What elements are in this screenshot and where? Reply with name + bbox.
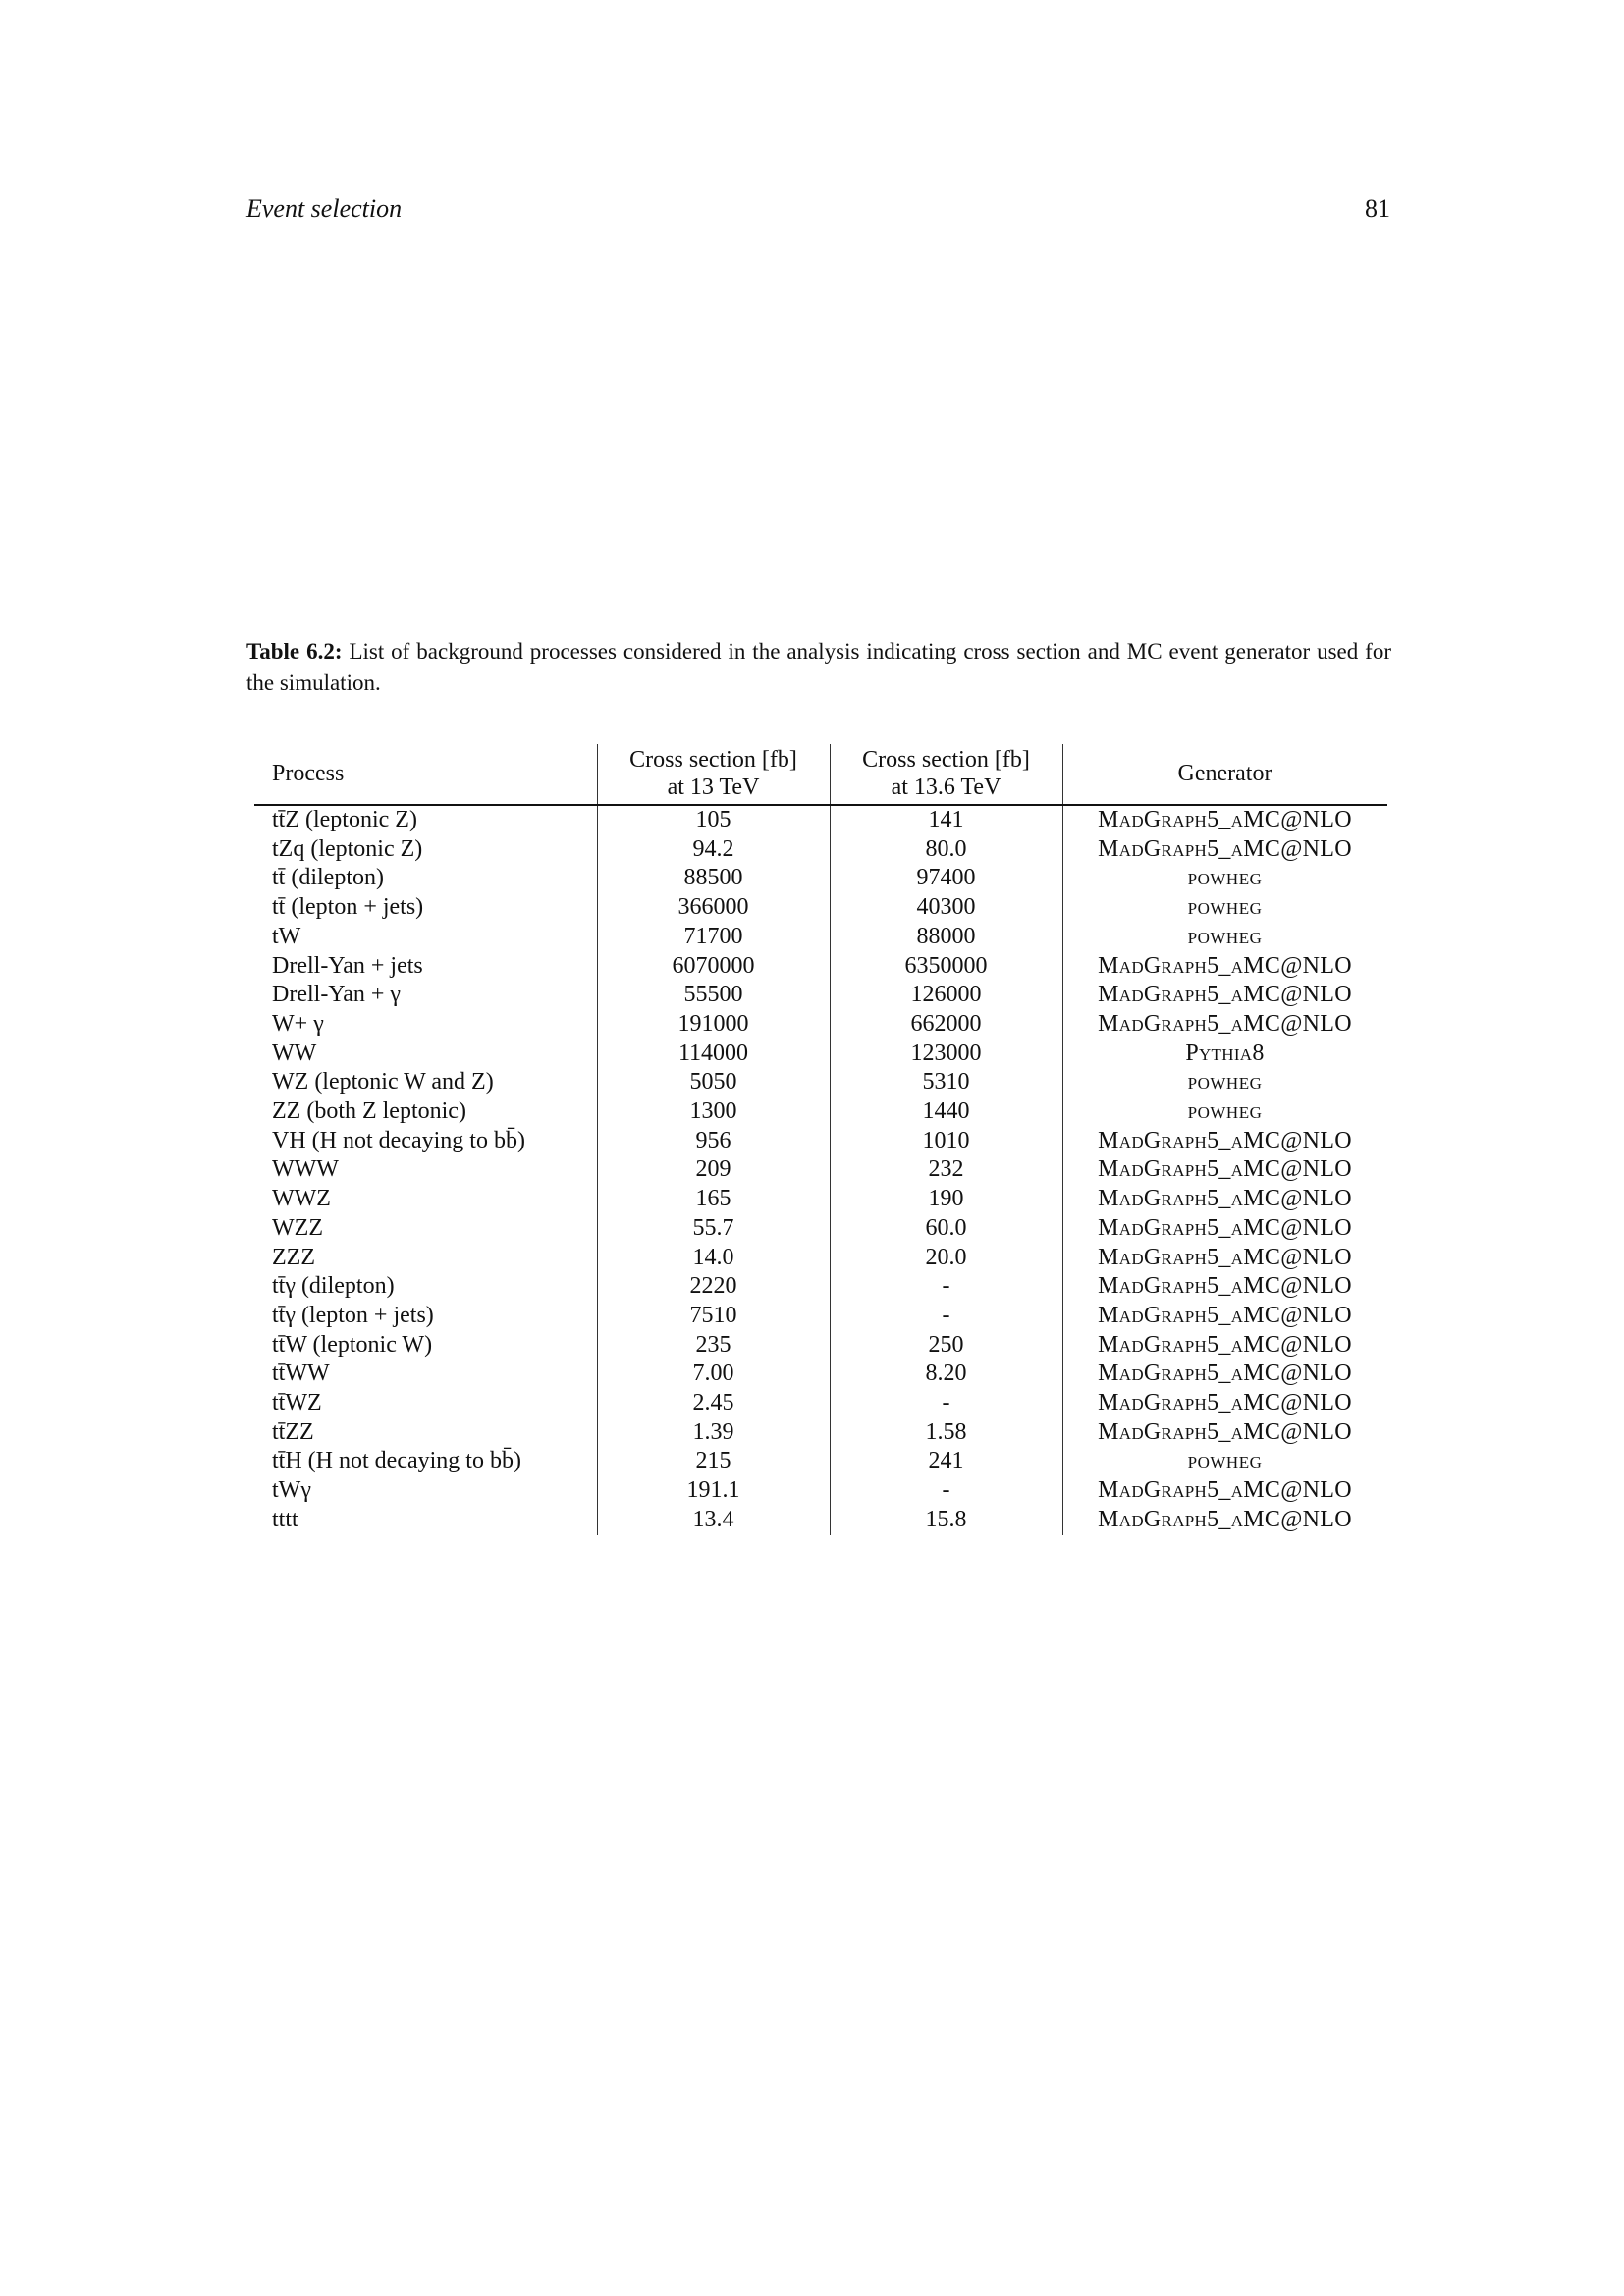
xs13-cell: 1300 — [597, 1097, 830, 1127]
column-header-xs136 — [830, 744, 1062, 805]
xs13-cell: 114000 — [597, 1040, 830, 1069]
xs136-cell: 1440 — [830, 1097, 1062, 1127]
generator-cell — [1062, 1127, 1387, 1156]
xs13-cell: 7510 — [597, 1302, 830, 1331]
xs13-cell: 71700 — [597, 923, 830, 952]
process-cell: tt̄WZ — [272, 1390, 322, 1416]
xs13-cell: 215 — [597, 1447, 830, 1476]
table-row — [254, 1389, 1387, 1418]
xs136-cell: 60.0 — [830, 1214, 1062, 1244]
generator-name: MadGraph5_aMC@NLO — [1098, 1361, 1352, 1387]
xs13-cell: 55.7 — [597, 1214, 830, 1244]
process-cell: tt̄Z (leptonic Z) — [272, 807, 417, 832]
table-row — [254, 864, 1387, 893]
generator-cell — [1062, 1331, 1387, 1361]
table-row — [254, 835, 1387, 865]
table-header-row — [254, 744, 1387, 805]
generator-cell — [1062, 1214, 1387, 1244]
table-row — [254, 1040, 1387, 1069]
generator-name: MadGraph5_aMC@NLO — [1098, 1418, 1352, 1445]
process-cell: tt̄ZZ — [272, 1418, 314, 1445]
table-row — [254, 1010, 1387, 1040]
process-cell: ZZ (both Z leptonic) — [272, 1098, 466, 1125]
generator-name: powheg — [1187, 894, 1263, 921]
generator-cell — [1062, 1040, 1387, 1069]
xs13-cell: 88500 — [597, 864, 830, 893]
generator-cell — [1062, 1097, 1387, 1127]
xs13-cell: 235 — [597, 1331, 830, 1361]
generator-cell — [1062, 1010, 1387, 1040]
column-header-generator — [1062, 744, 1387, 805]
process-cell: tZq (leptonic Z) — [272, 835, 423, 862]
generator-cell — [1062, 1155, 1387, 1185]
xs136-cell: 88000 — [830, 923, 1062, 952]
xs136-cell: 250 — [830, 1331, 1062, 1361]
generator-name: MadGraph5_aMC@NLO — [1098, 1390, 1352, 1416]
table-row — [254, 1302, 1387, 1331]
table-row — [254, 1097, 1387, 1127]
generator-name: MadGraph5_aMC@NLO — [1098, 1244, 1352, 1270]
table-row — [254, 923, 1387, 952]
xs13-cell: 1.39 — [597, 1418, 830, 1448]
xs13-cell: 7.00 — [597, 1360, 830, 1389]
xs136-cell: 6350000 — [830, 952, 1062, 982]
xs13-cell: 6070000 — [597, 952, 830, 982]
table-row — [254, 1214, 1387, 1244]
generator-cell — [1062, 952, 1387, 982]
caption-text: List of background processes considered in the analysis indicating cross section and MC event generator used for the simulation. — [246, 639, 1391, 695]
process-cell: tt̄γ (dilepton) — [272, 1273, 395, 1300]
table-row — [254, 1185, 1387, 1214]
background-processes-table — [254, 744, 1387, 1535]
xs136-cell: - — [830, 1302, 1062, 1331]
xs136-cell: 20.0 — [830, 1244, 1062, 1273]
generator-cell — [1062, 1389, 1387, 1418]
background-processes-table-wrap — [254, 744, 1387, 1535]
table-row — [254, 1244, 1387, 1273]
generator-name: MadGraph5_aMC@NLO — [1098, 1302, 1352, 1328]
process-cell: tt̄W (leptonic W) — [272, 1331, 433, 1358]
process-cell: WW — [272, 1040, 317, 1066]
generator-name: MadGraph5_aMC@NLO — [1098, 1273, 1352, 1300]
xs13-cell: 13.4 — [597, 1506, 830, 1535]
column-header-xs136-line2: at 13.6 TeV — [891, 774, 1001, 800]
process-cell: tt̄ (lepton + jets) — [272, 894, 424, 921]
generator-name: MadGraph5_aMC@NLO — [1098, 952, 1352, 979]
process-cell: WZZ — [272, 1214, 323, 1241]
column-header-xs136-line1: Cross section [fb] — [862, 747, 1030, 773]
process-cell: WWW — [272, 1156, 339, 1183]
table-row — [254, 1272, 1387, 1302]
xs136-cell: 40300 — [830, 893, 1062, 923]
process-cell: tt̄γ (lepton + jets) — [272, 1302, 434, 1328]
table-row — [254, 981, 1387, 1010]
generator-cell — [1062, 805, 1387, 835]
table-row — [254, 1127, 1387, 1156]
process-cell: WWZ — [272, 1186, 331, 1212]
caption-label: Table 6.2: — [246, 639, 343, 664]
generator-cell — [1062, 923, 1387, 952]
column-header-xs13-line1: Cross section [fb] — [629, 747, 797, 773]
xs13-cell: 191000 — [597, 1010, 830, 1040]
table-row — [254, 1360, 1387, 1389]
process-cell: tt̄ (dilepton) — [272, 865, 384, 891]
xs136-cell: - — [830, 1476, 1062, 1506]
process-cell: ZZZ — [272, 1244, 315, 1270]
xs13-cell: 94.2 — [597, 835, 830, 865]
process-cell: tWγ — [272, 1477, 311, 1504]
xs13-cell: 105 — [597, 805, 830, 835]
process-cell: tW — [272, 923, 301, 949]
xs136-cell: 241 — [830, 1447, 1062, 1476]
generator-name: MadGraph5_aMC@NLO — [1098, 1331, 1352, 1358]
table-row — [254, 1476, 1387, 1506]
process-cell: Drell-Yan + jets — [272, 952, 423, 979]
running-title: Event selection — [246, 194, 403, 223]
xs136-cell: 141 — [830, 805, 1062, 835]
xs136-cell: 97400 — [830, 864, 1062, 893]
table-row — [254, 805, 1387, 835]
generator-name: MadGraph5_aMC@NLO — [1098, 1214, 1352, 1241]
generator-cell — [1062, 1506, 1387, 1535]
xs136-cell: 232 — [830, 1155, 1062, 1185]
xs136-cell: 190 — [830, 1185, 1062, 1214]
generator-cell — [1062, 864, 1387, 893]
xs136-cell: 662000 — [830, 1010, 1062, 1040]
column-header-process-label: Process — [272, 761, 345, 786]
xs136-cell: - — [830, 1272, 1062, 1302]
xs136-cell: 126000 — [830, 981, 1062, 1010]
column-header-xs13-line2: at 13 TeV — [667, 774, 760, 800]
table-row — [254, 1447, 1387, 1476]
generator-cell — [1062, 893, 1387, 923]
xs136-cell: 80.0 — [830, 835, 1062, 865]
generator-cell — [1062, 1244, 1387, 1273]
generator-cell — [1062, 1418, 1387, 1448]
generator-name: MadGraph5_aMC@NLO — [1098, 1506, 1352, 1532]
generator-name: Pythia8 — [1185, 1040, 1265, 1066]
generator-cell — [1062, 1447, 1387, 1476]
process-cell: tt̄H (H not decaying to bb̄) — [272, 1448, 521, 1474]
xs136-cell: - — [830, 1389, 1062, 1418]
xs136-cell: 8.20 — [830, 1360, 1062, 1389]
page-number: 81 — [1365, 194, 1390, 223]
table-row — [254, 1418, 1387, 1448]
xs13-cell: 366000 — [597, 893, 830, 923]
generator-name: powheg — [1187, 1069, 1263, 1095]
generator-cell — [1062, 835, 1387, 865]
table-row — [254, 1506, 1387, 1535]
xs13-cell: 5050 — [597, 1068, 830, 1097]
xs13-cell: 2.45 — [597, 1389, 830, 1418]
xs13-cell: 956 — [597, 1127, 830, 1156]
table-row — [254, 1331, 1387, 1361]
table-row — [254, 952, 1387, 982]
xs13-cell: 191.1 — [597, 1476, 830, 1506]
xs136-cell: 5310 — [830, 1068, 1062, 1097]
table-row — [254, 1155, 1387, 1185]
generator-cell — [1062, 1360, 1387, 1389]
generator-name: powheg — [1187, 1448, 1263, 1474]
generator-cell — [1062, 1185, 1387, 1214]
xs13-cell: 55500 — [597, 981, 830, 1010]
xs136-cell: 1010 — [830, 1127, 1062, 1156]
process-cell: tttt — [272, 1506, 298, 1532]
xs136-cell: 123000 — [830, 1040, 1062, 1069]
table-row — [254, 1068, 1387, 1097]
process-cell: tt̄WW — [272, 1361, 330, 1387]
table-body — [254, 805, 1387, 1535]
column-header-process — [254, 744, 597, 805]
process-cell: W+ γ — [272, 1010, 324, 1037]
generator-name: powheg — [1187, 865, 1263, 891]
xs13-cell: 209 — [597, 1155, 830, 1185]
generator-name: MadGraph5_aMC@NLO — [1098, 1156, 1352, 1183]
xs136-cell: 1.58 — [830, 1418, 1062, 1448]
generator-name: MadGraph5_aMC@NLO — [1098, 835, 1352, 862]
process-cell: Drell-Yan + γ — [272, 982, 402, 1008]
xs13-cell: 14.0 — [597, 1244, 830, 1273]
generator-name: MadGraph5_aMC@NLO — [1098, 982, 1352, 1008]
xs136-cell: 15.8 — [830, 1506, 1062, 1535]
generator-name: powheg — [1187, 923, 1263, 949]
generator-cell — [1062, 981, 1387, 1010]
generator-name: powheg — [1187, 1098, 1263, 1125]
generator-cell — [1062, 1302, 1387, 1331]
generator-name: MadGraph5_aMC@NLO — [1098, 1477, 1352, 1504]
generator-cell — [1062, 1272, 1387, 1302]
process-cell: VH (H not decaying to bb̄) — [272, 1127, 525, 1153]
column-header-xs13 — [597, 744, 830, 805]
xs13-cell: 2220 — [597, 1272, 830, 1302]
column-header-generator-label: Generator — [1177, 761, 1272, 786]
xs13-cell: 165 — [597, 1185, 830, 1214]
generator-name: MadGraph5_aMC@NLO — [1098, 1010, 1352, 1037]
generator-cell — [1062, 1476, 1387, 1506]
generator-name: MadGraph5_aMC@NLO — [1098, 807, 1352, 832]
table-caption — [246, 636, 1391, 699]
process-cell: WZ (leptonic W and Z) — [272, 1069, 494, 1095]
table-row — [254, 893, 1387, 923]
generator-cell — [1062, 1068, 1387, 1097]
generator-name: MadGraph5_aMC@NLO — [1098, 1127, 1352, 1153]
generator-name: MadGraph5_aMC@NLO — [1098, 1186, 1352, 1212]
